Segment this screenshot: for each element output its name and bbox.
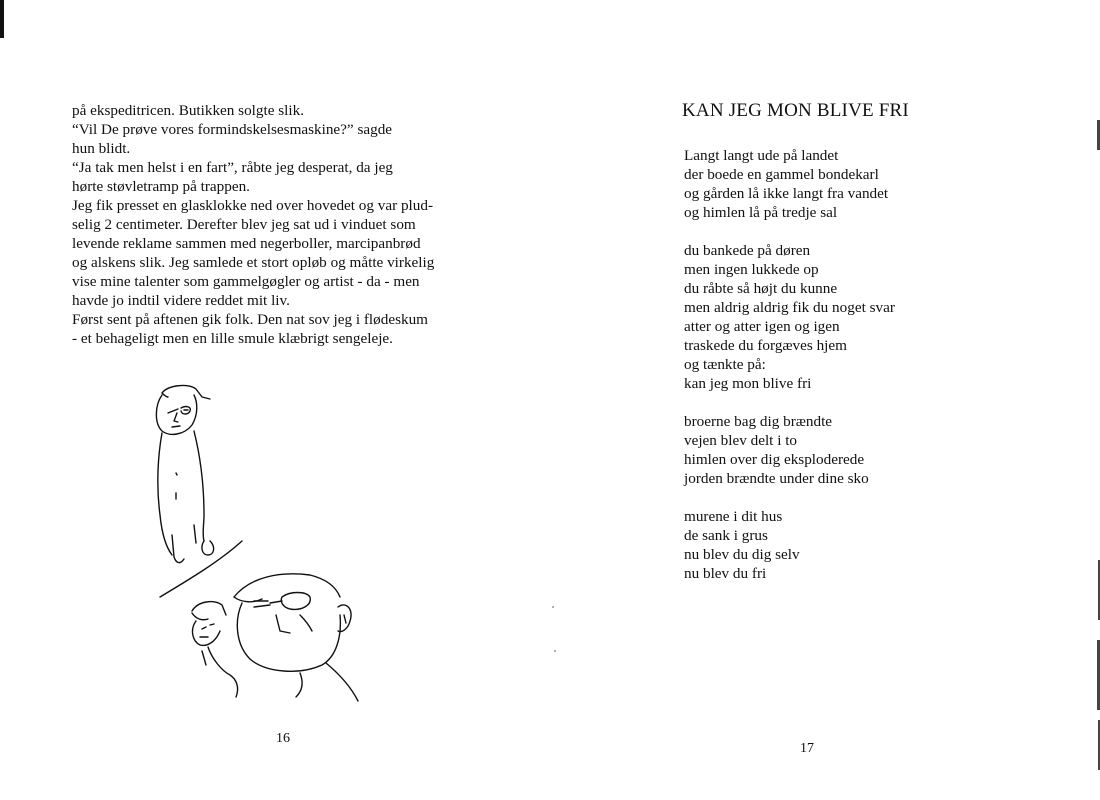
poem-line: og tænkte på: (684, 356, 766, 373)
prose-text (72, 101, 492, 348)
big-face-outline (237, 603, 340, 671)
right-page (550, 0, 1100, 800)
small-figure-cap (192, 602, 226, 615)
prose-line: “Vil De prøve vores formindskelsesmaskine?” sagde (72, 121, 393, 138)
poem-line: du råbte så højt du kunne (684, 280, 838, 297)
big-face-glasses (281, 593, 310, 610)
standing-figure-cap (162, 386, 210, 399)
poem-line: murene i dit hus (684, 508, 783, 525)
prose-line: - et behageligt men en lille smule klæbrigt sengeleje. (72, 330, 393, 347)
prose-line: Først sent på aftenen gik folk. Den nat sov jeg i flødeskum (72, 311, 428, 328)
poem-line: Langt langt ude på landet (684, 147, 839, 164)
poem-line: kan jeg mon blive fri (684, 375, 812, 392)
scan-edge-marks (1092, 0, 1100, 800)
prose-line: levende reklame sammen med negerboller, marcipanbrød (72, 235, 421, 252)
poem-title: KAN JEG MON BLIVE FRI (682, 100, 909, 121)
prose-line: hun blidt. (72, 140, 131, 157)
poem-stanza (684, 241, 1064, 393)
prose-line: vise mine talenter som gammelgøgler og artist - da - men (72, 273, 420, 290)
ground-line (160, 541, 242, 597)
poem-line: nu blev du fri (684, 565, 767, 582)
poem-line: traskede du forgæves hjem (684, 337, 847, 354)
page-number-left: 16 (276, 731, 290, 746)
small-figure-head (193, 621, 220, 645)
standing-figure-body (158, 433, 172, 555)
poem-stanza (684, 412, 1064, 488)
prose-line: og alskens slik. Jeg samlede et stort opløb og måtte virkelig (72, 254, 435, 271)
prose-line: på ekspeditricen. Butikken solgte slik. (72, 102, 304, 119)
prose-line: selig 2 centimeter. Derefter blev jeg sat ud i vinduet som (72, 216, 416, 233)
prose-line: “Ja tak men helst i en fart”, råbte jeg desperat, da jeg (72, 159, 393, 176)
poem-line: de sank i grus (684, 527, 768, 544)
poem-line: du bankede på døren (684, 242, 811, 259)
poem-line: broerne bag dig brændte (684, 413, 833, 430)
poem-stanza (684, 146, 1064, 222)
poem-line: der boede en gammel bondekarl (684, 166, 879, 183)
poem-stanza (684, 507, 1064, 583)
hand-drawn-illustration (150, 375, 370, 710)
prose-line: havde jo indtil videre reddet mit liv. (72, 292, 290, 309)
poem-line: men ingen lukkede op (684, 261, 819, 278)
page-number-right: 17 (800, 741, 814, 756)
poem-line: men aldrig aldrig fik du noget svar (684, 299, 895, 316)
poem-line: og himlen lå på tredje sal (684, 204, 838, 221)
prose-line: Jeg fik presset en glasklokke ned over hovedet og var plud- (72, 197, 434, 214)
poem-line: vejen blev delt i to (684, 432, 798, 449)
poem-line: himlen over dig eksploderede (684, 451, 865, 468)
poem-line: nu blev du dig selv (684, 546, 800, 563)
poem-body (684, 146, 1064, 602)
prose-line: hørte støvletramp på trappen. (72, 178, 250, 195)
poem-line: atter og atter igen og igen (684, 318, 840, 335)
poem-line: og gården lå ikke langt fra vandet (684, 185, 889, 202)
poem-line: jorden brændte under dine sko (684, 470, 869, 487)
